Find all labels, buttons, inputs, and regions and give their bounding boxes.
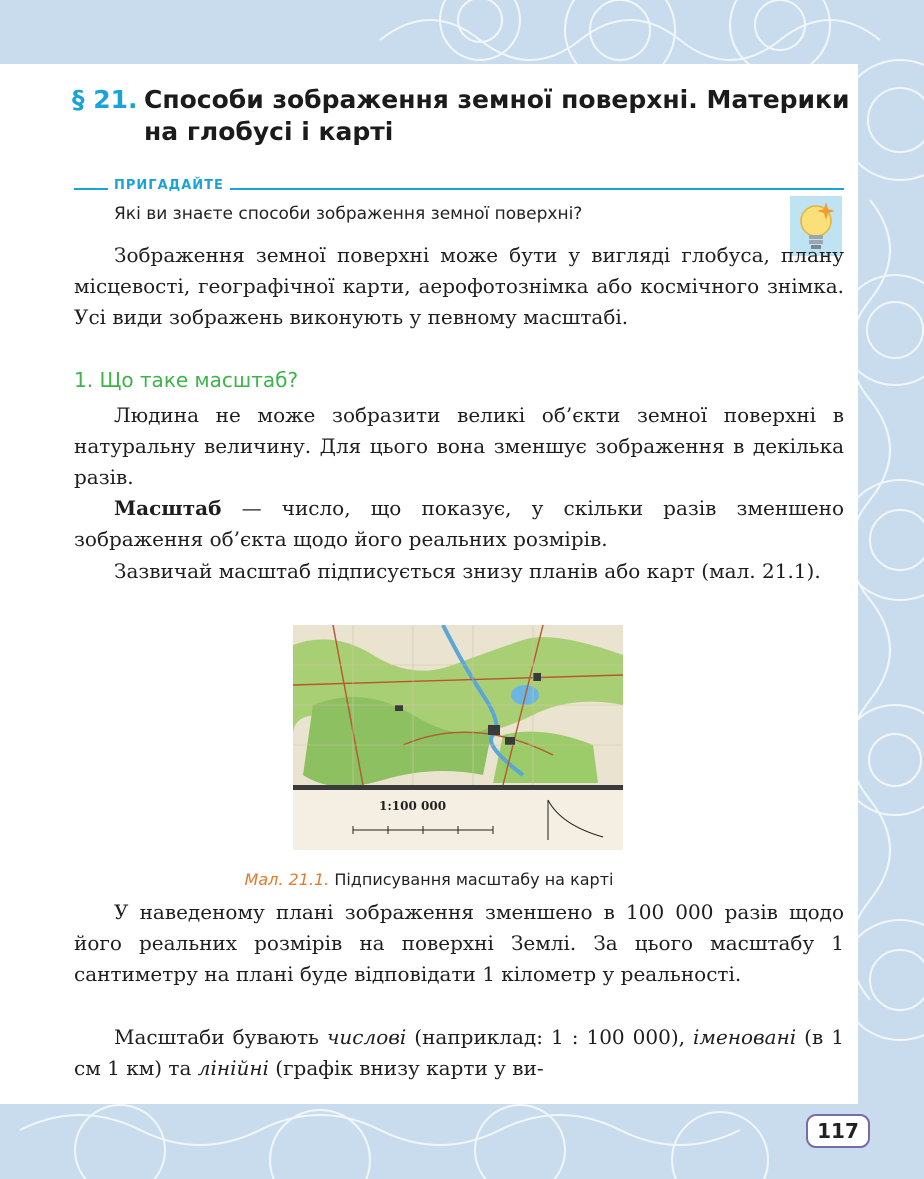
map-scale-label: 1:100 000 — [379, 799, 447, 813]
scale-paragraph-3 — [74, 556, 844, 587]
intro-text: Зображення земної поверхні може бути у вигляді глобуса, плану місцевості, географічної карти, аерофотознімка або космічного знімка. Усі види зображень виконують у певному масштабі. — [74, 243, 844, 329]
scale-definition — [74, 493, 844, 555]
subsection-title: 1. Що таке масштаб? — [74, 368, 299, 392]
scale-definition-text: — число, що показує, у скільки разів зменшено зображення об’єкта щодо його реальних розмірів. — [74, 496, 844, 551]
recall-question: Які ви знаєте способи зображення земної поверхні? — [114, 204, 583, 224]
section-number: § 21. — [72, 85, 138, 114]
section-title: Способи зображення земної поверхні. Материки на глобусі і карті — [144, 85, 850, 146]
term-linear: лінійні — [197, 1056, 269, 1080]
page-number: 117 — [806, 1114, 870, 1148]
scale-text-1: Людина не може зобразити великі об’єкти земної поверхні в натуральну величину. Для цього вона зменшує зображення в декілька разів. — [74, 403, 844, 489]
scale-types-text-2: (наприклад: 1 : 100 000), — [406, 1025, 693, 1049]
scale-types-paragraph — [74, 1022, 844, 1084]
recall-label: ПРИГАДАЙТЕ — [108, 178, 230, 193]
term-numeric: числові — [326, 1025, 407, 1049]
scale-paragraph-1 — [74, 400, 844, 493]
scale-types-text-3: (в 1 см 1 км) та — [74, 1025, 844, 1080]
term-named: іменовані — [693, 1025, 797, 1049]
topographic-map-image — [293, 625, 623, 850]
caption-text: Підписування масштабу на карті — [334, 870, 614, 889]
caption-number: Мал. 21.1. — [244, 870, 330, 889]
scale-term: Масштаб — [114, 496, 222, 520]
scale-text-3: Зазвичай масштаб підписується знизу планів або карт (мал. 21.1). — [114, 559, 821, 583]
figure-caption — [0, 870, 858, 889]
scale-types-text-1: Масштаби бувають — [114, 1025, 327, 1049]
intro-paragraph — [74, 240, 844, 333]
scale-types-text-4: (графік внизу карти у ви- — [268, 1056, 544, 1080]
scale-example-paragraph — [74, 897, 844, 990]
scale-example-text: У наведеному плані зображення зменшено в 100 000 разів щодо його реальних розмірів на поверхні Землі. За цього масштабу 1 сантиметру на плані буде відповідати 1 кілометр у реальності. — [74, 900, 844, 986]
